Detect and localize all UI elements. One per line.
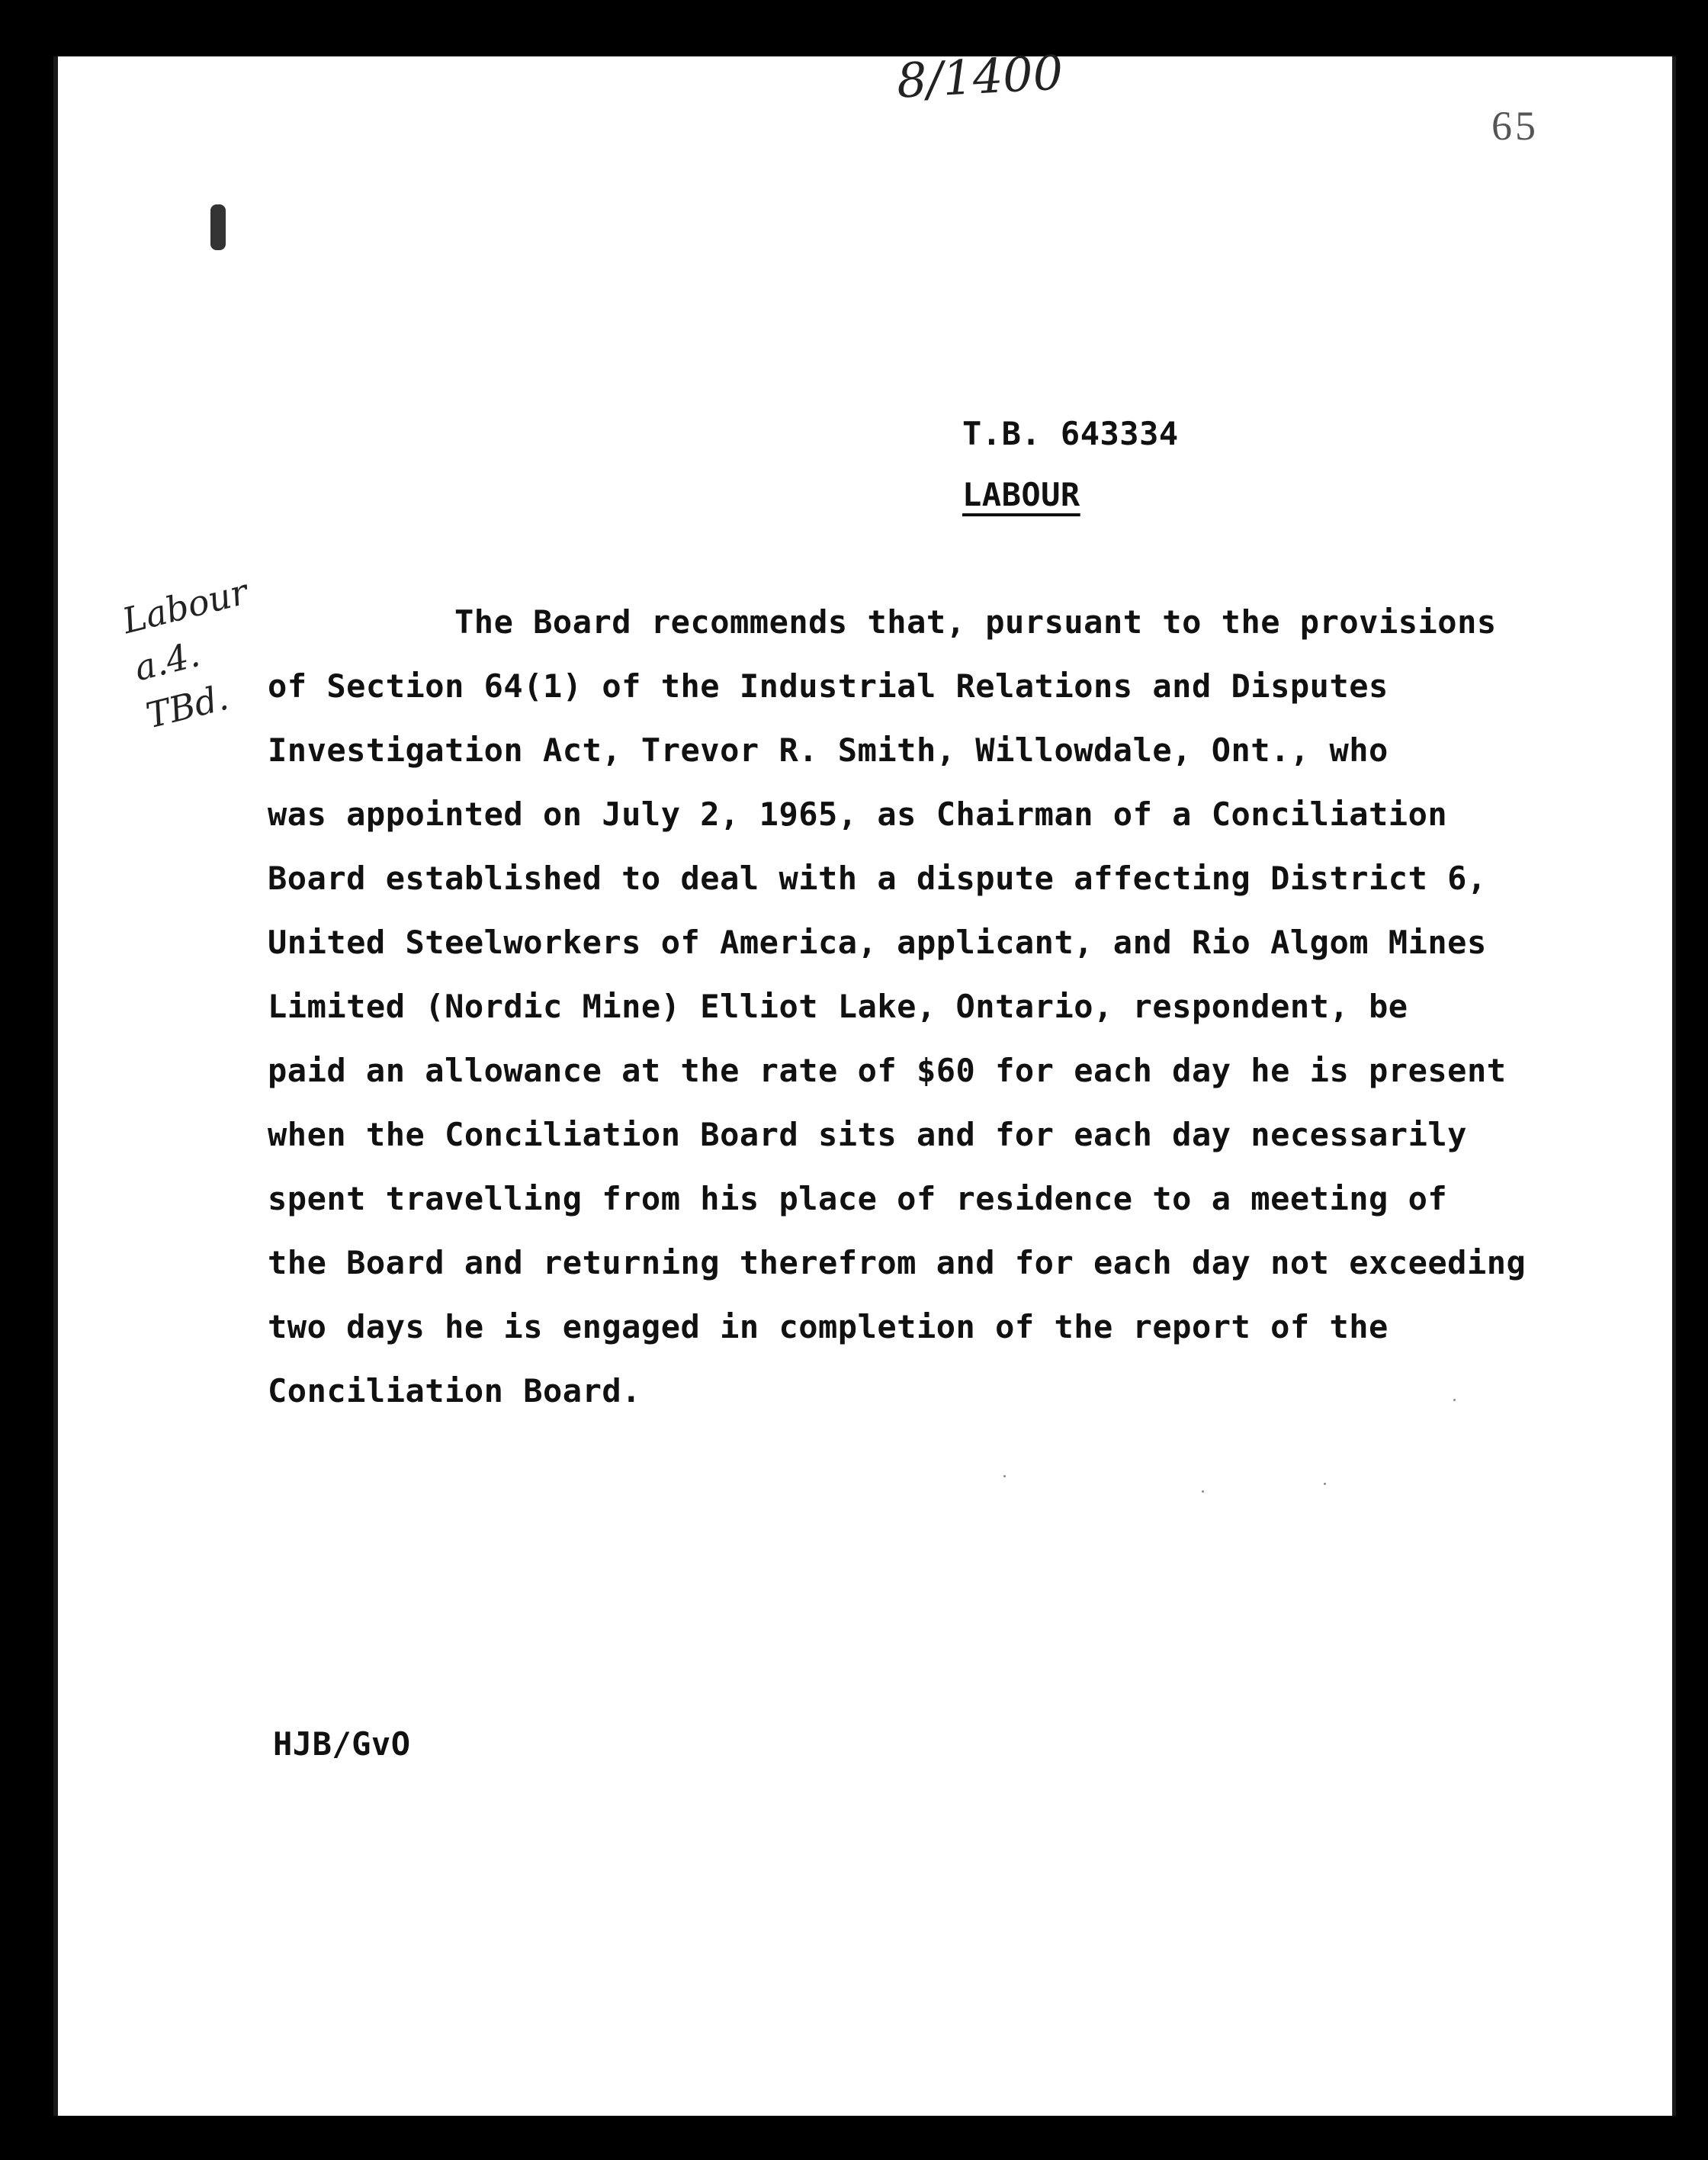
scan-speck — [1202, 1490, 1204, 1493]
margin-note-line: a.4. — [130, 633, 204, 689]
paragraph-line: when the Conciliation Board sits and for each day necessarily — [268, 1116, 1467, 1153]
margin-note-line: TBd. — [142, 676, 233, 737]
handwritten-file-reference: 8/1400 — [895, 44, 1064, 109]
scan-speck — [1003, 1475, 1006, 1477]
paragraph-line: Conciliation Board. — [268, 1372, 641, 1409]
margin-note-line: Labour — [118, 571, 252, 642]
paragraph-line: Board established to deal with a dispute affecting District 6, — [268, 860, 1487, 897]
paragraph-line: of Section 64(1) of the Industrial Relations and Disputes — [268, 667, 1389, 705]
paragraph-line: United Steelworkers of America, applicant, and Rio Algom Mines — [268, 924, 1487, 961]
paragraph-line: was appointed on July 2, 1965, as Chairman of a Conciliation — [268, 796, 1448, 833]
scan-speck — [1324, 1483, 1326, 1485]
handwritten-margin-note — [117, 567, 276, 741]
paragraph-line: two days he is engaged in completion of the report of the — [268, 1308, 1389, 1345]
scan-speck — [1453, 1399, 1456, 1401]
recommendation-paragraph — [268, 590, 1594, 1423]
document-page — [53, 44, 1676, 2116]
paragraph-line: The Board recommends that, pursuant to the provisions — [454, 603, 1497, 641]
treasury-board-reference: T.B. 643334 — [962, 415, 1179, 452]
paragraph-line: the Board and returning therefrom and for each day not exceeding — [268, 1244, 1527, 1281]
page-number: 65 — [1491, 103, 1539, 149]
paragraph-line: spent travelling from his place of residence to a meeting of — [268, 1180, 1448, 1217]
paragraph-line: Investigation Act, Trevor R. Smith, Willowdale, Ont., who — [268, 731, 1389, 769]
paragraph-line: paid an allowance at the rate of $60 for each day he is present — [268, 1052, 1507, 1089]
typist-initials: HJB/GvO — [273, 1725, 411, 1763]
paragraph-line: Limited (Nordic Mine) Elliot Lake, Ontario, respondent, be — [268, 988, 1408, 1025]
document-heading: LABOUR — [962, 476, 1080, 513]
binder-hole-mark — [210, 204, 226, 250]
